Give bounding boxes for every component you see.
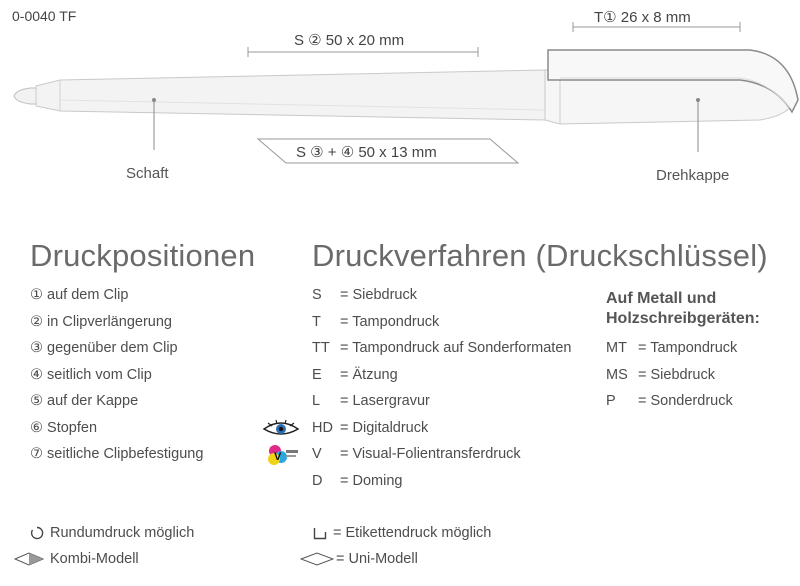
methods-heading: Druckverfahren (Druckschlüssel) xyxy=(312,238,768,273)
cap-label: Drehkappe xyxy=(656,167,730,184)
metal-wood-title: Auf Metall und Holzschreibgeräten: xyxy=(606,290,760,327)
legend-uni: = Uni-Modell xyxy=(300,551,418,567)
label-print-icon xyxy=(313,526,327,540)
position-item: ⑥ Stopfen xyxy=(30,419,98,436)
positions-heading: Druckpositionen xyxy=(30,238,256,273)
uni-model-icon xyxy=(300,552,334,566)
metal-method-item: MS = Siebdruck xyxy=(606,366,715,383)
method-item: E = Ätzung xyxy=(312,366,398,383)
method-item: V = Visual-Folientransferdruck xyxy=(312,446,521,462)
methods-list xyxy=(312,282,571,494)
legend-combi: Kombi-Modell xyxy=(14,551,139,567)
metal-method-item: P = Sonderdruck xyxy=(606,393,733,409)
product-code: 0-0040 TF xyxy=(12,8,77,24)
pen-tip xyxy=(14,88,36,104)
method-item: L = Lasergravur xyxy=(312,393,430,409)
visual-transfer-icon xyxy=(266,442,300,468)
position-item: ② in Clipverlängerung xyxy=(30,313,172,330)
metal-method-item: MT = Tampondruck xyxy=(606,340,738,356)
svg-text:V: V xyxy=(274,451,282,463)
method-item: HD = Digitaldruck xyxy=(312,419,429,436)
position-item: ① auf dem Clip xyxy=(30,287,129,303)
method-item: TT = Tampondruck auf Sonderformaten xyxy=(312,340,572,356)
method-item: S = Siebdruck xyxy=(312,287,417,303)
metal-methods-list xyxy=(606,335,737,415)
barrel-top-dimension-label: S ② 50 x 20 mm xyxy=(294,32,405,49)
combi-model-icon xyxy=(14,552,44,566)
positions-list xyxy=(30,282,203,468)
clip-dimension-label: T① 26 x 8 mm xyxy=(594,9,691,26)
round-print-icon xyxy=(30,526,44,540)
position-item: ⑦ seitliche Clipbefestigung xyxy=(30,446,204,462)
position-item: ⑤ auf der Kappe xyxy=(30,393,139,409)
pen-barrel xyxy=(36,70,545,120)
legend-round-print: Rundumdruck möglich xyxy=(30,525,194,541)
digital-print-eye-icon xyxy=(262,419,300,439)
barrel-bottom-dimension-label: S ③ + ④ 50 x 13 mm xyxy=(296,144,437,161)
position-item: ③ gegenüber dem Clip xyxy=(30,340,178,356)
legend-label-print: = Etikettendruck möglich xyxy=(313,525,491,541)
shaft-label: Schaft xyxy=(126,165,169,182)
position-item: ④ seitlich vom Clip xyxy=(30,366,152,383)
method-item: D = Doming xyxy=(312,472,403,489)
method-item: T = Tampondruck xyxy=(312,313,440,330)
